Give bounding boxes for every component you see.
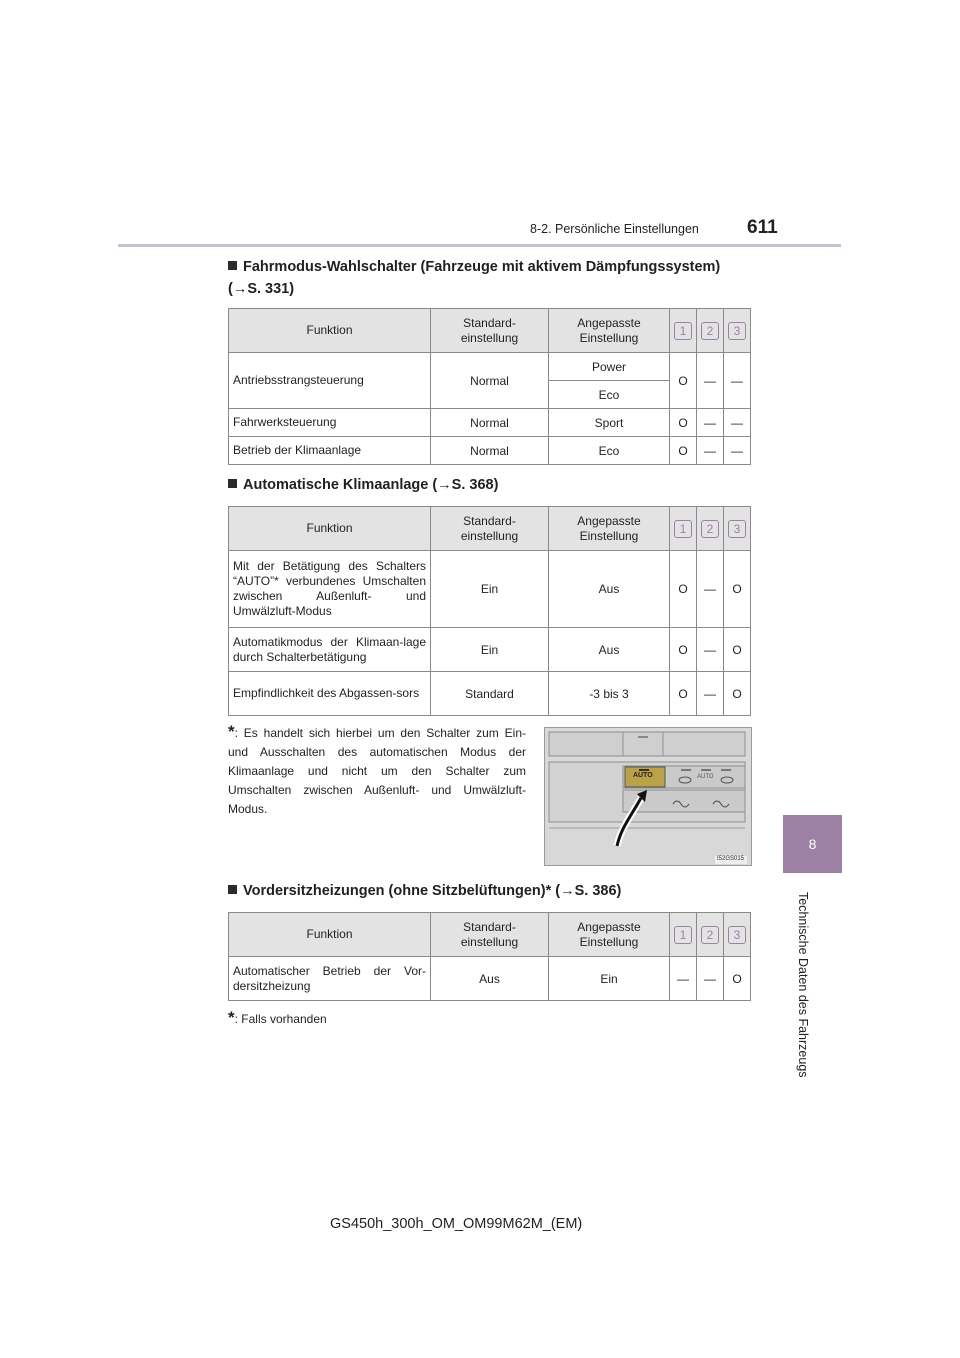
col-angepasst: Angepasste Einstellung <box>549 507 670 551</box>
cell-2: — <box>697 409 724 437</box>
page-number: 611 <box>747 217 778 238</box>
cell-3: O <box>724 551 751 628</box>
col-2 <box>697 913 724 957</box>
cell-funktion: Antriebsstrangsteuerung <box>229 353 431 409</box>
col-3 <box>724 913 751 957</box>
section3-heading <box>228 880 621 902</box>
col-1 <box>670 913 697 957</box>
number-3-badge: 3 <box>728 926 746 944</box>
cell-funktion: Betrieb der Klimaanlage <box>229 437 431 465</box>
cell-2: — <box>697 957 724 1001</box>
cell-2: — <box>697 672 724 716</box>
cell-3: O <box>724 628 751 672</box>
table-row <box>229 437 751 465</box>
section1-title-line2: (→S. 331) <box>228 281 295 297</box>
header-rule <box>118 244 841 247</box>
cell-3: — <box>724 409 751 437</box>
cell-angepasst: -3 bis 3 <box>549 672 670 716</box>
auto-button-label: AUTO <box>633 772 653 779</box>
table-header-row <box>229 309 751 353</box>
illustration-code: I52GS015 <box>717 856 745 862</box>
cell-2: — <box>697 437 724 465</box>
cell-standard: Ein <box>431 628 549 672</box>
number-2-badge: 2 <box>701 926 719 944</box>
square-bullet-icon <box>228 261 237 270</box>
climate-control-illustration <box>544 727 752 866</box>
cell-funktion: Fahrwerksteuerung <box>229 409 431 437</box>
section3-table <box>228 912 751 1001</box>
cell-2: — <box>697 628 724 672</box>
auto-small-label: AUTO <box>697 774 714 780</box>
col-1 <box>670 507 697 551</box>
cell-1: O <box>670 353 697 409</box>
table-row <box>229 551 751 628</box>
cell-1: — <box>670 957 697 1001</box>
cell-standard: Ein <box>431 551 549 628</box>
square-bullet-icon <box>228 479 237 488</box>
number-1-badge: 1 <box>674 322 692 340</box>
section3-title: Vordersitzheizungen (ohne Sitzbelüftungen)* (→S. 386) <box>243 883 622 899</box>
table-row <box>229 409 751 437</box>
section2-footnote <box>228 722 526 819</box>
cell-1: O <box>670 551 697 628</box>
cell-angepasst: Eco <box>549 381 670 409</box>
cell-3: — <box>724 353 751 409</box>
footnote-text: : Es handelt sich hierbei um den Schalter zum Ein- und Ausschalten des automatischen Modus der Klimaanlage und nicht um den Schalter zum Umschalten zwischen Außenluft- und Umwälzluft-Modus. <box>228 726 526 816</box>
cell-angepasst: Aus <box>549 628 670 672</box>
cell-3: — <box>724 437 751 465</box>
number-1-badge: 1 <box>674 520 692 538</box>
col-1 <box>670 309 697 353</box>
number-1-badge: 1 <box>674 926 692 944</box>
cell-standard: Normal <box>431 409 549 437</box>
cell-standard: Standard <box>431 672 549 716</box>
cell-1: O <box>670 672 697 716</box>
cell-1: O <box>670 628 697 672</box>
col-3 <box>724 309 751 353</box>
number-3-badge: 3 <box>728 322 746 340</box>
table-row <box>229 672 751 716</box>
table-header-row <box>229 507 751 551</box>
cell-angepasst: Ein <box>549 957 670 1001</box>
section2-table <box>228 506 751 716</box>
cell-funktion: Mit der Betätigung des Schalters “AUTO”* verbundenes Umschalten zwischen Außenluft- und Umwälzluft-Modus <box>229 551 431 628</box>
cell-angepasst: Eco <box>549 437 670 465</box>
section1-title-line1: Fahrmodus-Wahlschalter (Fahrzeuge mit aktivem Dämpfungssystem) <box>243 259 721 275</box>
col-standard: Standard- einstellung <box>431 913 549 957</box>
table-row <box>229 353 751 381</box>
cell-3: O <box>724 957 751 1001</box>
number-2-badge: 2 <box>701 322 719 340</box>
cell-2: — <box>697 551 724 628</box>
col-standard: Standard- einstellung <box>431 309 549 353</box>
col-funktion: Funktion <box>229 309 431 353</box>
cell-1: O <box>670 437 697 465</box>
running-header-section: 8-2. Persönliche Einstellungen <box>530 222 699 236</box>
number-3-badge: 3 <box>728 520 746 538</box>
number-2-badge: 2 <box>701 520 719 538</box>
table-header-row <box>229 913 751 957</box>
cell-standard: Normal <box>431 353 549 409</box>
chapter-title-vertical: Technische Daten des Fahrzeugs <box>796 892 810 1078</box>
cell-funktion: Automatikmodus der Klimaan-lage durch Schalterbetätigung <box>229 628 431 672</box>
table-row <box>229 957 751 1001</box>
document-code: GS450h_300h_OM_OM99M62M_(EM) <box>330 1216 583 1232</box>
section2-heading <box>228 474 498 496</box>
col-funktion: Funktion <box>229 913 431 957</box>
cell-1: O <box>670 409 697 437</box>
section2-title: Automatische Klimaanlage (→S. 368) <box>243 477 499 493</box>
section1-heading <box>228 256 720 300</box>
square-bullet-icon <box>228 885 237 894</box>
cell-angepasst: Aus <box>549 551 670 628</box>
table-row <box>229 628 751 672</box>
cell-2: — <box>697 353 724 409</box>
cell-funktion: Automatischer Betrieb der Vor-dersitzheizung <box>229 957 431 1001</box>
col-angepasst: Angepasste Einstellung <box>549 309 670 353</box>
section1-table <box>228 308 751 465</box>
footnote-text: : Falls vorhanden <box>234 1012 327 1026</box>
footnote-star: * <box>228 722 235 741</box>
section3-footnote <box>228 1008 327 1029</box>
col-funktion: Funktion <box>229 507 431 551</box>
chapter-number: 8 <box>808 836 817 852</box>
cell-funktion: Empfindlichkeit des Abgassen-sors <box>229 672 431 716</box>
cell-angepasst: Power <box>549 353 670 381</box>
col-2 <box>697 309 724 353</box>
cell-3: O <box>724 672 751 716</box>
cell-standard: Aus <box>431 957 549 1001</box>
cell-angepasst: Sport <box>549 409 670 437</box>
col-3 <box>724 507 751 551</box>
col-standard: Standard- einstellung <box>431 507 549 551</box>
col-2 <box>697 507 724 551</box>
cell-standard: Normal <box>431 437 549 465</box>
climate-panel-drawing <box>545 728 751 865</box>
col-angepasst: Angepasste Einstellung <box>549 913 670 957</box>
chapter-tab <box>783 815 842 873</box>
footnote-star: * <box>228 1008 235 1027</box>
